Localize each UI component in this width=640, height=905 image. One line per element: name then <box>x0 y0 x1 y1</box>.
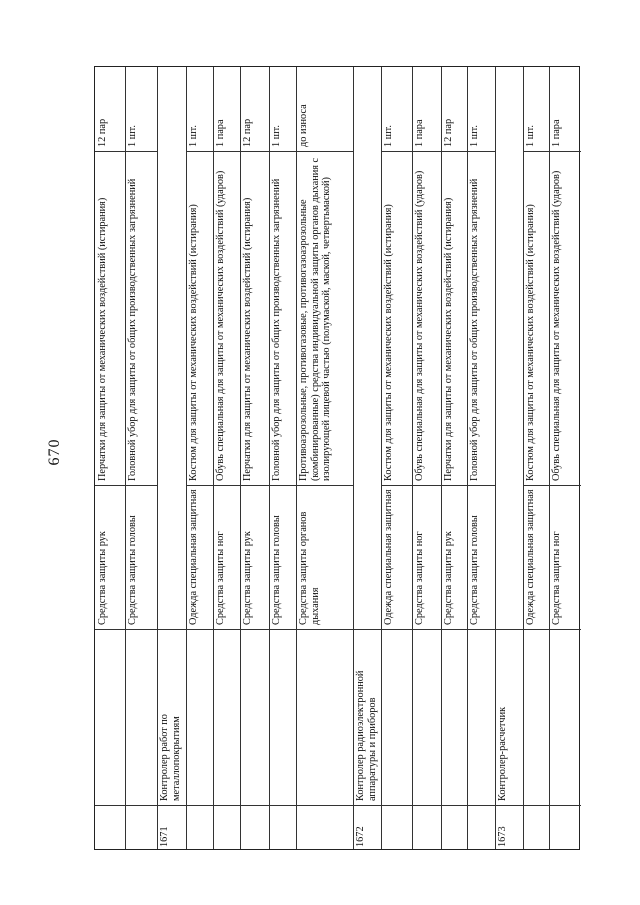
table-cell-description <box>441 151 467 485</box>
column-separator <box>549 805 581 806</box>
column-separator <box>296 629 353 630</box>
table-cell-profession <box>353 629 381 805</box>
table-cell-item <box>213 485 240 629</box>
column-separator <box>381 629 412 630</box>
description-text: Перчатки для защиты от механических воздействий (истирания) <box>242 197 253 481</box>
table-cell-item <box>240 485 269 629</box>
table-cell-quantity <box>523 67 549 151</box>
table-cell-item <box>95 485 125 629</box>
item-text: Средства защиты органов дыхания <box>298 511 321 625</box>
column-separator <box>269 629 296 630</box>
table-cell-description <box>523 151 549 485</box>
column-separator <box>186 629 213 630</box>
table-cell-description <box>381 151 412 485</box>
quantity-text: 12 пар <box>97 118 108 147</box>
column-separator <box>412 805 441 806</box>
description-text: Костюм для защиты от механических воздействий (истирания) <box>188 204 199 481</box>
column-separator <box>125 805 157 806</box>
table-cell-quantity <box>269 67 296 151</box>
description-text: Противоаэрозольные, противогазовые, противогазоаэрозольные (комбинированные) средства индивидуальной защиты органов дыхания с изолирующей лицевой частью (полумаской, маской, четвертьмаской) <box>298 157 332 481</box>
description-text: Обувь специальная для защиты от механических воздействий (ударов) <box>551 170 562 481</box>
item-text: Одежда специальная защитная <box>188 489 199 625</box>
quantity-text: 1 шт. <box>127 125 138 147</box>
description-text: Головной убор для защиты от общих производственных загрязнений <box>469 178 480 481</box>
description-text: Обувь специальная для защиты от механических воздействий (ударов) <box>215 170 226 481</box>
quantity-text: 1 шт. <box>271 125 282 147</box>
column-separator <box>186 805 213 806</box>
num-text: 1672 <box>355 826 366 847</box>
column-separator <box>523 629 549 630</box>
column-separator <box>549 629 581 630</box>
column-separator <box>240 805 269 806</box>
table-cell-description <box>125 151 157 485</box>
profession-text: Контролер-расчетчик <box>497 706 508 801</box>
table-cell-item <box>381 485 412 629</box>
table-cell-item <box>441 485 467 629</box>
item-text: Средства защиты рук <box>97 531 108 625</box>
column-separator <box>467 805 495 806</box>
item-text: Средства защиты рук <box>242 531 253 625</box>
table-cell-quantity <box>213 67 240 151</box>
table-cell-quantity <box>467 67 495 151</box>
page-number: 670 <box>46 438 63 466</box>
table-cell-quantity <box>441 67 467 151</box>
quantity-text: 1 шт. <box>188 125 199 147</box>
quantity-text: 1 пара <box>551 119 562 147</box>
table-cell-quantity <box>125 67 157 151</box>
description-text: Перчатки для защиты от механических воздействий (истирания) <box>443 197 454 481</box>
item-text: Средства защиты головы <box>469 515 480 625</box>
table-cell-description <box>549 151 581 485</box>
column-separator <box>381 805 412 806</box>
table-cell-description <box>296 151 353 485</box>
table-cell-item <box>523 485 549 629</box>
quantity-text: 12 пар <box>443 118 454 147</box>
quantity-text: 1 шт. <box>383 125 394 147</box>
table-cell-description <box>95 151 125 485</box>
description-text: Костюм для защиты от механических воздействий (истирания) <box>525 204 536 481</box>
table-cell-item <box>125 485 157 629</box>
table-cell-item <box>186 485 213 629</box>
table-cell-item <box>467 485 495 629</box>
num-text: 1671 <box>159 826 170 847</box>
profession-text: Контролер радиоэлектронной аппаратуры и приборов <box>355 670 378 801</box>
table-cell-quantity <box>186 67 213 151</box>
profession-text: Контролер работ по металлопокрытиям <box>159 714 182 801</box>
column-separator <box>412 629 441 630</box>
table-cell-item <box>549 485 581 629</box>
table-cell-description <box>269 151 296 485</box>
column-separator <box>125 629 157 630</box>
quantity-text: 1 пара <box>215 119 226 147</box>
description-text: Головной убор для защиты от общих производственных загрязнений <box>271 178 282 481</box>
table-cell-profession <box>495 629 523 805</box>
table-cell-description <box>213 151 240 485</box>
quantity-text: 1 пара <box>414 119 425 147</box>
num-text: 1673 <box>497 826 508 847</box>
column-separator <box>95 629 125 630</box>
table-cell-description <box>467 151 495 485</box>
column-separator <box>240 629 269 630</box>
item-text: Средства защиты ног <box>414 531 425 625</box>
column-separator <box>441 629 467 630</box>
description-text: Головной убор для защиты от общих производственных загрязнений <box>127 178 138 481</box>
table-cell-item <box>269 485 296 629</box>
table-cell-profession <box>157 629 186 805</box>
table-cell-quantity <box>381 67 412 151</box>
table-cell-item <box>412 485 441 629</box>
table-cell-num <box>353 805 381 851</box>
table-cell-quantity <box>240 67 269 151</box>
table-cell-item <box>296 485 353 629</box>
table-cell-num <box>157 805 186 851</box>
item-text: Средства защиты головы <box>271 515 282 625</box>
column-separator <box>296 805 353 806</box>
item-text: Одежда специальная защитная <box>525 489 536 625</box>
quantity-text: 12 пар <box>242 118 253 147</box>
table-cell-quantity <box>549 67 581 151</box>
column-separator <box>441 805 467 806</box>
column-separator <box>213 629 240 630</box>
item-text: Средства защиты рук <box>443 531 454 625</box>
item-text: Средства защиты головы <box>127 515 138 625</box>
column-separator <box>213 805 240 806</box>
quantity-text: до износа <box>298 104 309 147</box>
quantity-text: 1 шт. <box>469 125 480 147</box>
column-separator <box>269 805 296 806</box>
table-cell-quantity <box>412 67 441 151</box>
item-text: Средства защиты ног <box>551 531 562 625</box>
table-cell-quantity <box>95 67 125 151</box>
quantity-text: 1 шт. <box>525 125 536 147</box>
table-cell-description <box>412 151 441 485</box>
item-text: Средства защиты ног <box>215 531 226 625</box>
ppe-table <box>94 66 580 850</box>
column-separator <box>523 805 549 806</box>
column-separator <box>95 805 125 806</box>
description-text: Перчатки для защиты от механических воздействий (истирания) <box>97 197 108 481</box>
table-cell-description <box>240 151 269 485</box>
description-text: Костюм для защиты от механических воздействий (истирания) <box>383 204 394 481</box>
column-separator <box>467 629 495 630</box>
description-text: Обувь специальная для защиты от механических воздействий (ударов) <box>414 170 425 481</box>
table-cell-description <box>186 151 213 485</box>
item-text: Одежда специальная защитная <box>383 489 394 625</box>
table-cell-quantity <box>296 67 353 151</box>
table-cell-num <box>495 805 523 851</box>
